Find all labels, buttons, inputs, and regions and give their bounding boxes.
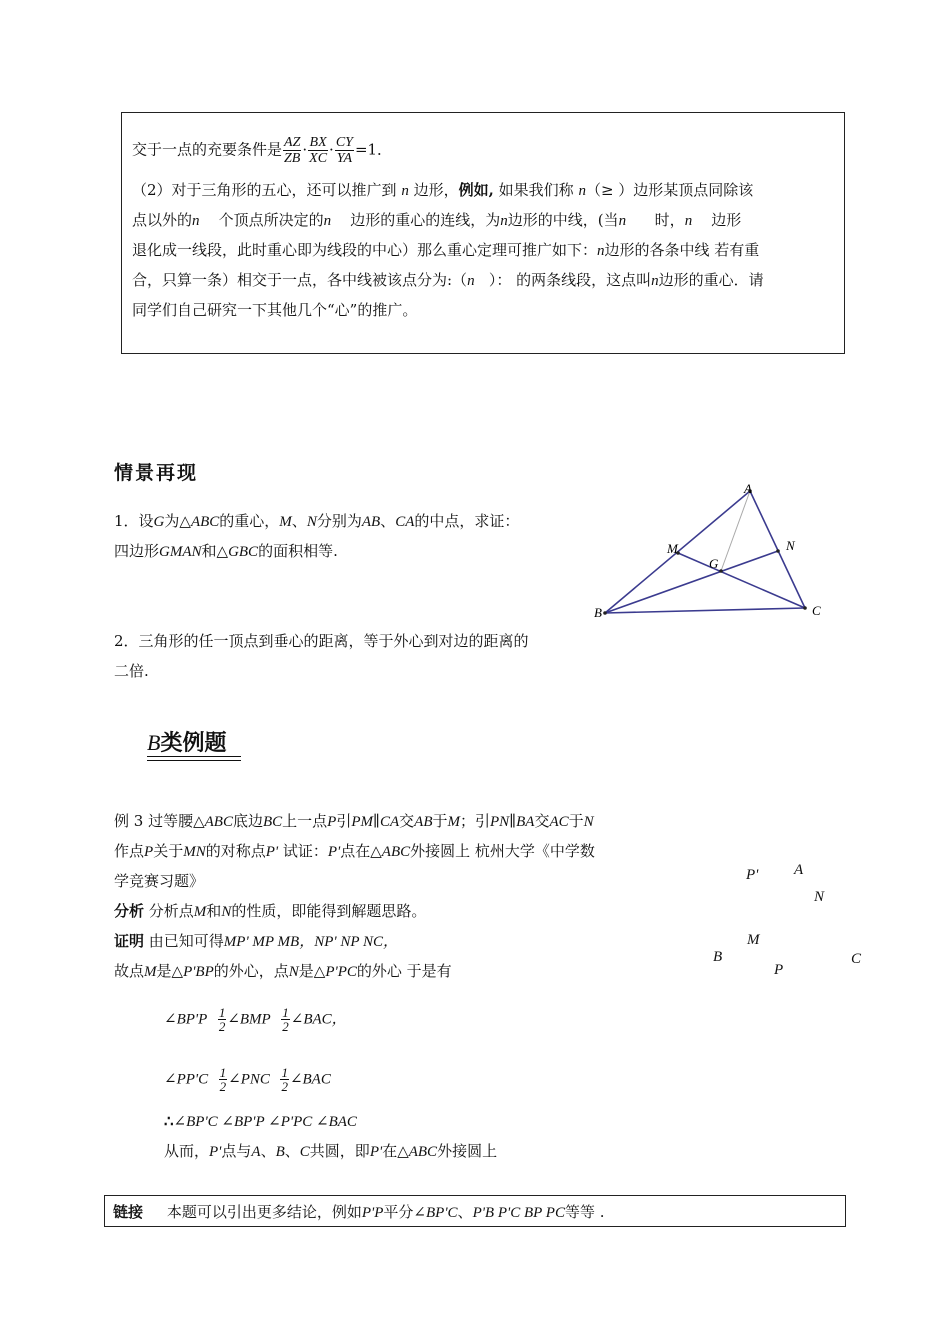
fig2-label-b: B	[713, 949, 723, 965]
fig2-label-c: C	[851, 951, 862, 967]
title-underline-1	[147, 756, 241, 757]
triangle-figure	[590, 480, 840, 630]
label-a: A	[744, 481, 752, 496]
problem-2-line-2: 二倍.	[114, 662, 149, 680]
point-n	[776, 549, 780, 553]
label-c: C	[812, 603, 821, 618]
link-box	[104, 1195, 846, 1227]
side-bc	[605, 608, 805, 613]
proof-line-1: 证明 由已知可得MP' MP MB，NP' NP NC，	[114, 932, 398, 950]
point-g	[719, 569, 723, 573]
label-m: M	[667, 541, 678, 556]
section-title-scenario: 情景再现	[114, 462, 199, 484]
example-3-line-3: 学竞赛习题》	[114, 872, 205, 890]
label-n: N	[786, 538, 795, 553]
section-title-b-examples: B类例题	[147, 730, 227, 756]
box-line-6: 同学们自己研究一下其他几个“心”的推广。	[132, 301, 418, 319]
equation-3: ∴∠BP'C ∠BP'P ∠P'PC ∠BAC	[164, 1112, 357, 1130]
label-g: G	[709, 556, 719, 571]
note-box	[121, 112, 845, 354]
title-underline-2	[147, 760, 241, 761]
fraction-bx-xc: $\frac{BX}{XC}$	[309, 135, 328, 166]
fig2-label-m: M	[747, 932, 760, 948]
fig2-label-a: A	[794, 862, 804, 878]
conclusion-line: 从而，P'点与A、B、C共圆，即P'在△ABC外接圆上	[164, 1142, 498, 1160]
point-c	[803, 606, 807, 610]
box-line-4: 退化成一线段，此时重心即为线段的中心）那么重心定理可推广如下：n边形的各条中线 若有重	[132, 241, 760, 259]
problem-1-line-1: 1．设G为△ABC的重心，M、N分别为AB、CA的中点，求证：	[114, 512, 520, 530]
fig2-label-n: N	[814, 889, 825, 905]
fraction-cy-ya: $\frac{CY}{YA}$	[335, 135, 353, 166]
box-line-3: 点以外的n 个顶点所决定的n 边形的重心的连线，为n边形的中线，(当n 时，n 边形	[132, 211, 742, 229]
example-3-line-1: 例 3 过等腰△ABC底边BC上一点P引PM∥CA交AB于M；引PN∥BA交AC于N	[114, 812, 594, 830]
point-b	[603, 611, 607, 615]
label-b: B	[594, 605, 602, 620]
analysis-line: 分析 分析点M和N的性质，即能得到解题思路。	[114, 902, 427, 920]
fraction-az-zb: $\frac{AZ}{ZB}$	[284, 135, 301, 166]
box-line-1: 交于一点的充要条件是 $\frac{AZ}{ZB}$ · $\frac{BX}{XC}$ · $\frac{CY}{YA}$ =1．	[132, 135, 393, 166]
fig2-label-p: P	[774, 962, 784, 978]
fig2-label-p-prime: P'	[746, 867, 759, 883]
median-bn	[605, 551, 778, 613]
problem-2-line-1: 2．三角形的任一顶点到垂心的距离，等于外心到对边的距离的	[114, 632, 529, 650]
example-3-line-2: 作点P关于MN的对称点P' 试证：P'点在△ABC外接圆上 杭州大学《中学数	[114, 842, 595, 860]
proof-line-2: 故点M是△P'BP的外心，点N是△P'PC的外心 于是有	[114, 962, 452, 980]
equation-1: ∠BP'P $\frac{1}{2}$ ∠BMP $\frac{1}{2}$ ∠BAC，	[164, 1005, 347, 1034]
box-line-2: （2）对于三角形的五心，还可以推广到 n 边形，例如, 如果我们称 n（≥ ）边形某顶点同除该	[132, 181, 754, 199]
problem-1-line-2: 四边形GMAN和△GBC的面积相等.	[114, 542, 338, 560]
box-line-5: 合，只算一条）相交于一点，各中线被该点分为:（n ）： 的两条线段，这点叫n边形的重心．请	[132, 271, 764, 289]
link-line: 链接 本题可以引出更多结论，例如P'P平分∠BP'C、P'B P'C BP PC等等 .	[113, 1203, 605, 1221]
equation-2: ∠PP'C $\frac{1}{2}$ ∠PNC $\frac{1}{2}$ ∠BAC	[164, 1065, 331, 1094]
